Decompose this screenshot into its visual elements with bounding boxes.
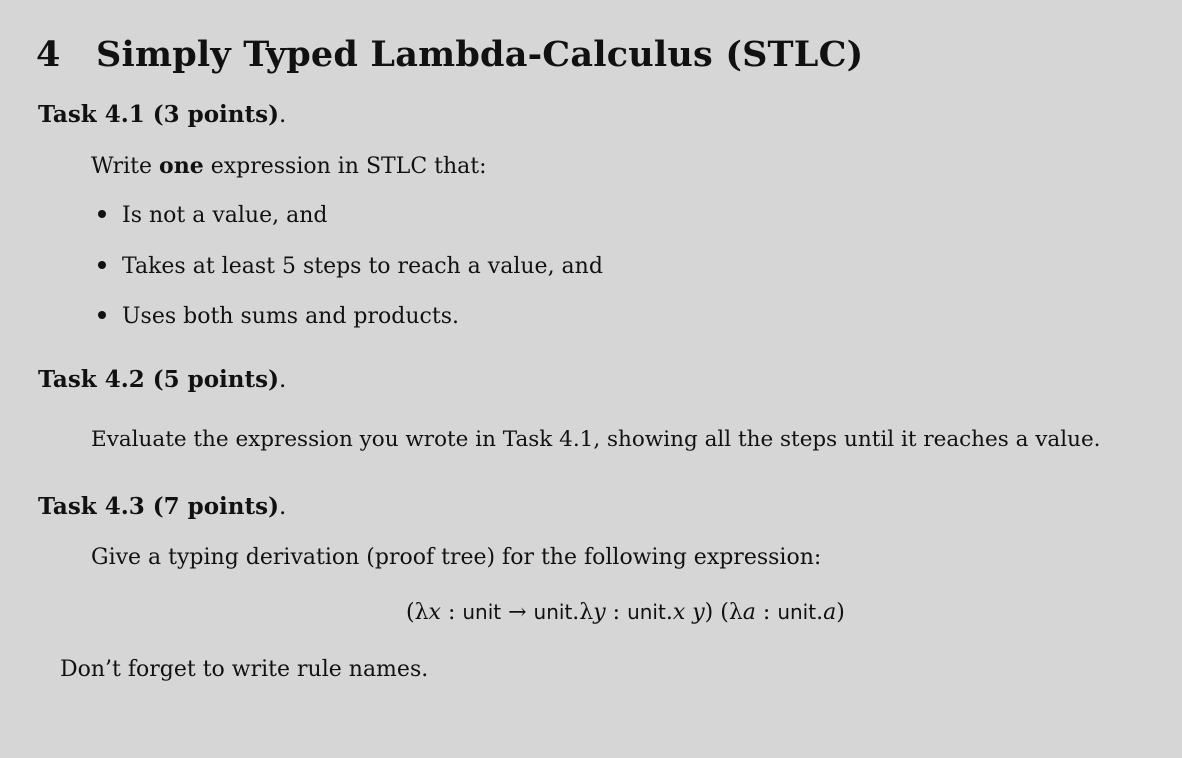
task-4-1-intro: [91, 153, 487, 179]
intro-text-before: Write: [91, 154, 160, 179]
expr-part: (λ: [406, 600, 429, 625]
bullet-item: [98, 203, 327, 228]
intro-text-bold: one: [159, 153, 204, 179]
bullet-dot-icon: [98, 311, 106, 319]
expr-part: :: [605, 600, 628, 625]
section-heading: [36, 34, 863, 75]
section-title: Simply Typed Lambda-Calculus (STLC): [96, 34, 864, 75]
intro-text-after: expression in STLC that:: [203, 154, 487, 179]
bullet-dot-icon: [98, 210, 106, 218]
section-number: 4: [36, 34, 61, 75]
task-4-3-heading: [38, 493, 286, 520]
expr-type: unit: [533, 600, 573, 624]
expr-part: .: [816, 600, 824, 625]
task-4-2-text: Evaluate the expression you wrote in Task 4.1, showing all the steps until it reaches a value.: [91, 427, 1101, 452]
expr-var: x: [672, 600, 686, 625]
expr-var: y: [593, 600, 606, 625]
task-4-3-text: Give a typing derivation (proof tree) for the following expression:: [91, 545, 822, 570]
expr-part: :: [755, 600, 778, 625]
expr-part: .: [665, 600, 673, 625]
task-4-1-period: .: [278, 102, 287, 128]
expr-part: :: [440, 600, 463, 625]
bullet-dot-icon: [98, 261, 106, 269]
expr-arrow: →: [501, 600, 534, 625]
bullet-text: Uses both sums and products.: [122, 304, 459, 329]
expr-part: .λ: [572, 600, 594, 625]
expr-type: unit: [462, 600, 502, 624]
expr-part: ) (λ: [704, 600, 743, 625]
expr-var: a: [742, 600, 756, 625]
expr-var: y: [692, 600, 705, 625]
task-4-1-heading: [38, 101, 286, 128]
bullet-item: [98, 254, 603, 279]
task-4-3-period: .: [278, 494, 287, 520]
bullet-text: Takes at least 5 steps to reach a value, and: [122, 254, 603, 279]
bullet-text: Is not a value, and: [122, 203, 328, 228]
task-4-2-label: Task 4.2 (5 points): [38, 366, 279, 393]
expr-var: a: [823, 600, 837, 625]
expr-part: ): [836, 600, 845, 625]
task-4-2-period: .: [278, 367, 287, 393]
lambda-expression: [406, 600, 845, 625]
expr-type: unit: [627, 600, 666, 624]
task-4-3-label: Task 4.3 (7 points): [38, 493, 279, 520]
expr-var: x: [428, 600, 441, 625]
task-4-2-heading: [38, 366, 286, 393]
bullet-item: [98, 304, 459, 329]
task-4-1-label: Task 4.1 (3 points): [38, 101, 279, 128]
rule-names-note: Don’t forget to write rule names.: [60, 657, 429, 682]
expr-type: unit: [777, 600, 817, 624]
